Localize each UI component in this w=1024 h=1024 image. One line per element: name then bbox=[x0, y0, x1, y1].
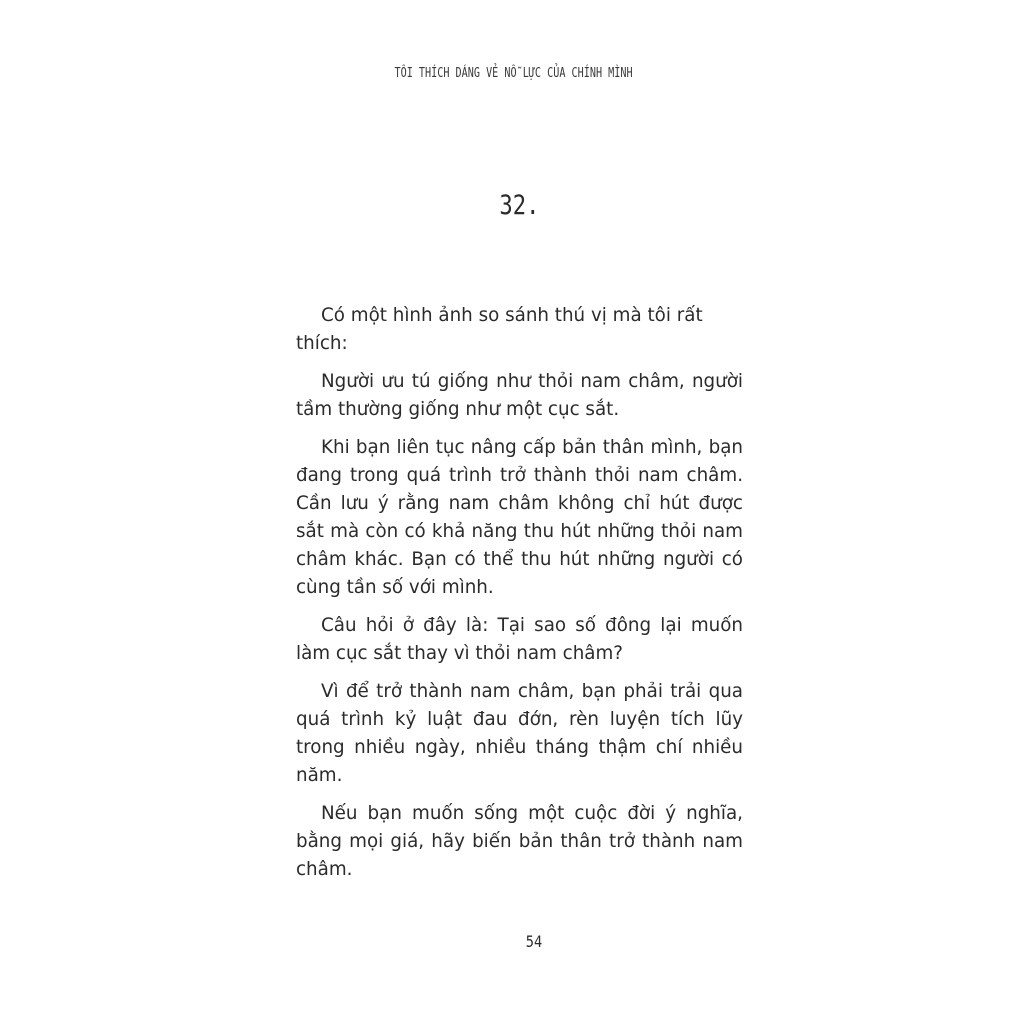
paragraph: Khi bạn liên tục nâng cấp bản thân mình, bạn đang trong quá trình trở thành thỏi nam châm. Cần lưu ý rằng nam châm không chỉ hút được sắt mà còn có khả năng thu hút những thỏi nam châm khác. Bạn có thể thu hút những người có cùng tần số với mình. bbox=[296, 437, 743, 598]
paragraph: Nếu bạn muốn sống một cuộc đời ý nghĩa, bằng mọi giá, hãy biến bản thân trở thành nam châm. bbox=[296, 803, 743, 880]
running-header: TÔI THÍCH DÁNG VẺ NỖ LỰC CỦA CHÍNH MÌNH bbox=[394, 66, 633, 81]
chapter-number: 32. bbox=[499, 190, 540, 221]
paragraph: Người ưu tú giống như thỏi nam châm, người tầm thường giống như một cục sắt. bbox=[296, 371, 743, 420]
paragraph: Vì để trở thành nam châm, bạn phải trải qua quá trình kỷ luật đau đớn, rèn luyện tích lũy trong nhiều ngày, nhiều tháng thậm chí nhiều năm. bbox=[296, 681, 743, 786]
chapter-body bbox=[296, 302, 743, 894]
paragraph: Câu hỏi ở đây là: Tại sao số đông lại muốn làm cục sắt thay vì thỏi nam châm? bbox=[296, 615, 743, 664]
page-number: 54 bbox=[525, 932, 543, 951]
paragraph: Có một hình ảnh so sánh thú vị mà tôi rất thích: bbox=[296, 305, 703, 354]
